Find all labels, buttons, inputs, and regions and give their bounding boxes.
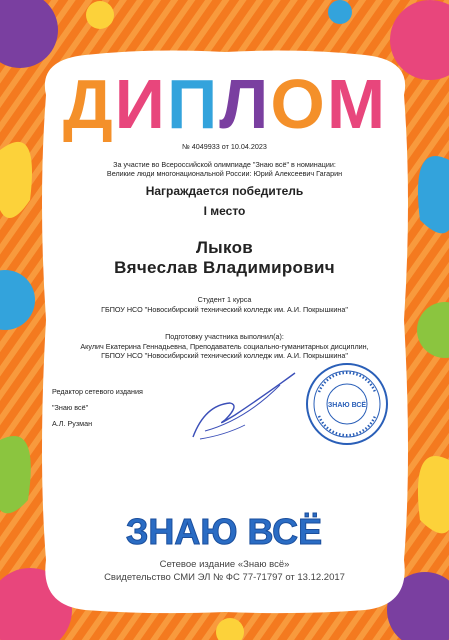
signature [185, 365, 305, 445]
recipient-given-names: Вячеслав Владимирович [114, 258, 335, 277]
editor-publication: "Знаю всё" [52, 403, 89, 412]
diploma-title [62, 49, 388, 143]
recipient-surname: Лыков [195, 238, 254, 257]
prepared-label: Подготовку участника выполнил(а): [165, 332, 284, 341]
editor-role: Редактор сетевого издания [52, 387, 143, 396]
znayu-vse-logo [125, 508, 323, 552]
svg-text:ДИПЛОМ: ДИПЛОМ [62, 65, 388, 143]
svg-text:ЗНАЮ ВСЁ: ЗНАЮ ВСЁ [125, 511, 323, 552]
publisher-stamp [305, 362, 389, 446]
footer-publication: Сетевое издание «Знаю всё» [159, 559, 290, 570]
editor-name: А.Л. Рузман [52, 419, 93, 428]
student-college: ГБПОУ НСО "Новосибирский технический колледж им. А.И. Покрышкина" [101, 305, 348, 314]
footer-certificate: Свидетельство СМИ ЭЛ № ФС 77-71797 от 13.12.2017 [104, 572, 345, 583]
participation-line-2: Великие люди многонациональной России: Юрий Алексеевич Гагарин [106, 169, 343, 178]
participation-line-1: За участие во Всероссийской олимпиаде "Знаю всё" в номинации: [113, 160, 336, 169]
teacher-line: Акулич Екатерина Геннадьевна, Преподаватель социально-гуманитарных дисциплин, [80, 342, 369, 351]
place-label: I место [203, 204, 246, 218]
svg-text:ЗНАЮ ВСЁ: ЗНАЮ ВСЁ [327, 402, 367, 409]
teacher-college: ГБПОУ НСО "Новосибирский технический колледж им. А.И. Покрышкина" [101, 351, 348, 360]
svg-text:ДИПЛОМ: ДИПЛОМ [80, 49, 151, 66]
diploma-number: № 4049933 от 10.04.2023 [182, 142, 267, 151]
awarded-heading: Награждается победитель [145, 184, 304, 198]
student-course: Студент 1 курса [197, 295, 252, 304]
